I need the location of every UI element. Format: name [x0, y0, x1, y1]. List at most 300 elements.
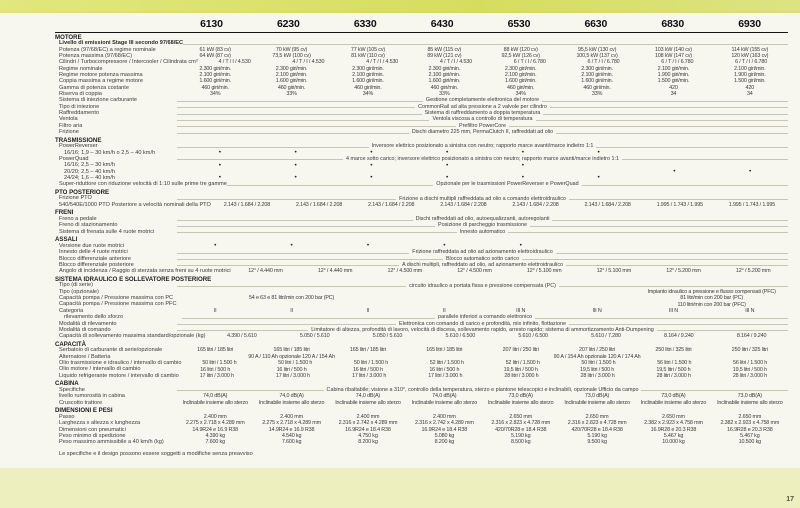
availability-dot: •	[218, 161, 221, 169]
spec-value: 2.650 mm	[738, 413, 762, 420]
spec-value: 2.316 x 2.823 x 4.728 mm	[567, 420, 627, 427]
row-label: ASSALI	[55, 236, 78, 244]
spec-value: Inclinabile insieme allo sterzo	[564, 399, 630, 406]
spec-value: 28 litri / 3.000 h	[732, 372, 767, 379]
spec-value: Inclinabile insieme allo sterzo	[258, 399, 325, 406]
model-column-header: 6830	[661, 18, 684, 30]
spec-value: 34%	[362, 91, 374, 98]
availability-dot: •	[294, 149, 297, 157]
row-label: TRASMISSIONE	[55, 136, 102, 144]
spanning-value: Dischi raffreddati ad olio, autoequalizzanti, autoregolanti	[415, 216, 550, 223]
row-label: Sistema di frenata sulle 4 ruote motrici	[59, 228, 155, 235]
row-values	[177, 157, 788, 162]
spec-value: 1.995 / 1.743 / 1.995	[728, 201, 776, 208]
spec-value: 4.540 kg	[281, 432, 302, 439]
spec-value: Inclinabile insieme allo sterzo	[487, 399, 554, 406]
spec-value: 100,5 kW (137 cv)	[576, 53, 618, 59]
spec-value: 12° / 5.200 mm	[735, 268, 771, 275]
availability-dot: •	[370, 149, 373, 157]
spec-value: 1.500 giri/min.	[734, 78, 766, 85]
spec-value: 74,0 dB(A)	[432, 393, 457, 400]
row-label: Peso minimo di spedizione	[59, 432, 126, 439]
row-values	[231, 269, 788, 274]
spec-value: 6 / T / I / 6.780	[661, 59, 694, 66]
spec-value: 17 litri / 3.000 h	[352, 372, 387, 379]
availability-dot: •	[749, 168, 752, 176]
row-label: Livello di emissioni Stage III secondo 97/68/EC	[59, 40, 184, 47]
spec-row	[55, 440, 788, 446]
spec-value: 6 / T / I / 6.780	[513, 59, 546, 66]
leader-line	[177, 107, 415, 108]
availability-dot: •	[294, 161, 297, 169]
spec-value: Inclinabile insieme allo sterzo	[182, 399, 248, 406]
availability-dot: •	[290, 242, 293, 250]
spec-value: 19,5 litri / 500 h	[579, 366, 615, 373]
spec-value: Inclinabile insieme allo sterzo	[335, 399, 401, 406]
spec-value: 12° / 5.100 mm	[526, 268, 562, 275]
spec-value: 56 litri / 1.500 h	[657, 360, 692, 367]
spec-value: 4.750 kg	[358, 432, 378, 439]
row-values	[177, 73, 788, 78]
spec-row	[55, 373, 788, 379]
spec-value: 1.600 giri/min.	[352, 78, 384, 85]
availability-dot: •	[214, 242, 217, 250]
spec-value: 2.382 x 2.923 x 4.758 mm	[720, 420, 780, 427]
leader-line	[550, 107, 788, 108]
row-values	[177, 368, 788, 373]
spec-value: 12° / 4.500 mm	[457, 268, 492, 275]
spec-row	[55, 302, 788, 308]
row-values	[177, 394, 788, 399]
spec-value: 2.100 giri/min.	[275, 72, 308, 79]
row-label: Frizione PTO	[59, 195, 92, 202]
spec-value: 2.650 mm	[585, 413, 609, 420]
row-label: Angolo di incidenza / Raggio di sterzata senza freni su 4 ruote motrici	[59, 268, 231, 275]
spec-value: 77 kW (105 cv)	[350, 46, 386, 53]
spec-value: 2.100 giri/min.	[428, 72, 461, 79]
model-column-header: 6230	[277, 18, 300, 30]
row-label: Filtro aria	[59, 122, 83, 129]
spec-value: 2.400 mm	[203, 413, 227, 420]
availability-dot: •	[519, 242, 522, 250]
availability-dot: •	[443, 242, 446, 250]
row-values	[205, 334, 788, 339]
spec-value: 19,5 litri / 500 h	[656, 366, 691, 373]
row-values	[177, 388, 788, 393]
row-values	[177, 401, 788, 406]
spec-value: 17 litri / 3.000 h	[199, 372, 234, 379]
spec-value: 16 litri / 500 h	[200, 366, 231, 373]
row-label: Passo	[59, 413, 75, 420]
spec-value: 2.300 giri/min.	[581, 65, 613, 72]
spec-value: 52 litri / 1.500 h	[429, 360, 464, 367]
row-values	[177, 230, 788, 235]
spec-value: 4 / T / I / 4.530	[292, 59, 325, 66]
row-label: SISTEMA IDRAULICO E SOLLEVATORE POSTERIORE	[55, 275, 212, 283]
spec-value: 73,0 dB(A)	[661, 393, 686, 400]
row-label: Coppia massima a regime motore	[59, 78, 143, 85]
leader-line	[596, 147, 788, 148]
row-values	[183, 44, 788, 45]
spec-row	[55, 223, 788, 229]
row-label: Peso massimo ammissibile a 40 km/h (kg)	[59, 439, 164, 446]
row-label: Tipo di iniezione	[59, 103, 100, 110]
spec-row	[55, 250, 788, 256]
spanning-value: Frizione raffreddata ad olio ad azionamento elettroidraulico	[412, 249, 553, 256]
spec-value: 165 litri / 185 litri	[273, 347, 310, 354]
spec-value: 2.300 giri/min.	[428, 65, 461, 72]
leader-line	[542, 101, 788, 102]
leader-line	[177, 133, 409, 134]
leader-line	[552, 220, 788, 221]
spec-value: II	[213, 307, 217, 314]
leader-line	[177, 159, 343, 160]
spec-value: 5.050 / 5.610	[299, 333, 330, 340]
spec-row	[55, 182, 788, 188]
spec-value: 2.143 / 1.684 / 2.208	[440, 201, 487, 208]
row-label: 24/24; 1,6 – 40 km/h	[64, 174, 115, 181]
row-label: MOTORE	[55, 33, 82, 41]
row-label: Liquido refrigerante motore / intervallo di cambio	[59, 372, 179, 379]
leader-line	[177, 147, 369, 148]
leader-line	[543, 114, 788, 115]
leader-line	[559, 286, 788, 287]
spec-value: 28 litri / 3.000 h	[504, 372, 539, 379]
row-values	[177, 98, 788, 103]
row-label: Capacità pompa / Pressione massima con PFC	[59, 301, 177, 308]
row-label: PowerReverser	[59, 143, 98, 150]
leader-line	[177, 220, 413, 221]
row-label: FRENI	[55, 209, 74, 217]
spec-value: 4.390 kg	[205, 432, 225, 439]
spanning-value: Elettronica con comando di carico e profondità, mix infinito, flottazione	[399, 320, 566, 327]
spec-value: III N	[745, 307, 755, 314]
row-values	[198, 60, 788, 65]
leader-line	[177, 265, 399, 266]
spec-value: 2.400 mm	[356, 413, 380, 420]
spec-value: 2.650 mm	[509, 413, 533, 420]
spec-value: 81 kW (110 cv)	[351, 53, 385, 59]
split-value-left: 54 e 63 e 81 litri/min con 200 bar (PC)	[248, 295, 335, 302]
row-label: Regime motore potenza massima	[59, 71, 143, 78]
spec-value: 8.200 kg	[434, 439, 455, 446]
spanning-value: Innesto automatico	[459, 228, 506, 235]
spec-value: 8.164 / 9.240	[664, 333, 694, 340]
spanning-value: circuito idraulico a portata fissa e pressione compensata (PC)	[409, 282, 556, 289]
spec-value: 88 kW (120 cv)	[503, 46, 538, 53]
leader-line	[508, 232, 788, 233]
availability-dot: •	[366, 242, 369, 250]
row-label: 540/540E/1000 PTO Posteriore a velocità nominali della PTO	[59, 201, 211, 208]
leader-line	[177, 114, 422, 115]
row-label: Larghezza x altezza x lunghezza	[59, 420, 141, 427]
spec-value: 12° / 5.100 mm	[596, 268, 632, 275]
leader-line	[177, 226, 435, 227]
split-value-right: Impianto idraulico a pressione e flusso compensati (PFC)	[647, 288, 776, 295]
row-label: Modalità di rilevamento	[59, 320, 117, 327]
spec-value: 73,0 dB(A)	[508, 393, 533, 400]
spec-value: 460 giri/min.	[277, 84, 306, 91]
row-label: Categoria	[59, 307, 84, 314]
spec-value: 34%	[515, 91, 526, 98]
spec-value: 2.100 giri/min.	[657, 65, 690, 72]
leader-line	[556, 133, 788, 134]
spec-value: 52 litri / 1.500 h	[505, 360, 540, 367]
spec-row	[55, 202, 788, 208]
spec-value: 28 litri / 3.000 h	[656, 372, 691, 379]
spec-value: 16 litri / 500 h	[276, 366, 307, 373]
spec-value: 2.100 giri/min.	[581, 72, 613, 79]
row-label: Cruscotto trattore	[59, 399, 103, 406]
spec-value: 95,5 kW (130 cv)	[577, 46, 617, 53]
spec-value: 10.500 kg	[738, 439, 761, 446]
spec-value: 1.600 giri/min.	[275, 78, 308, 85]
row-values	[177, 296, 788, 301]
model-column-header: 6530	[507, 18, 531, 30]
model-column-header: 6430	[430, 18, 454, 30]
spec-value: 2.275 x 2.718 x 4.289 mm	[262, 420, 321, 427]
spec-value: 2.300 giri/min.	[504, 65, 537, 72]
availability-dot: •	[370, 174, 373, 182]
spec-row	[55, 348, 788, 354]
spec-value: 165 litri / 185 litri	[426, 347, 463, 354]
spec-value: 165 litri / 185 litri	[197, 347, 234, 354]
row-label: Olio trasmissione e idraulico / intervallo di cambio	[59, 360, 182, 367]
row-label: Gamma di potenza costante	[59, 84, 129, 91]
leader-line	[530, 226, 788, 227]
spec-value: 1.600 giri/min.	[581, 78, 613, 85]
availability-dot: •	[521, 149, 524, 157]
spec-value: 16.9R24 e 18.4 R38	[345, 426, 391, 433]
leader-line	[569, 324, 788, 325]
spanning-value: Ventola viscosa a controllo di temperatura	[432, 116, 533, 123]
spanning-value: parallele inferiori a comando elettronico	[437, 314, 533, 321]
spanning-value: Opzionale per le trasmissioni PowerReverser e PowerQuad	[436, 181, 579, 188]
spanning-value: Gestione completamente elettronica del motore	[425, 97, 540, 104]
leader-line	[177, 330, 308, 331]
spec-row	[55, 79, 788, 85]
row-label: Cilindri / Turbocompressore / Intercooler / Cilindrata cm³	[59, 59, 198, 66]
row-label: Serbatoio di carburante di serie/opzionale	[59, 347, 163, 354]
spec-value: 207 litri / 250 litri	[579, 347, 616, 354]
row-values	[177, 67, 788, 72]
leader-line	[622, 159, 788, 160]
spec-value: 460 giri/min.	[430, 84, 459, 91]
spec-value: 74,0 dB(A)	[355, 393, 381, 400]
spec-value: 4.390 / 5.610	[227, 333, 257, 340]
row-label: Alternatore / Batteria	[59, 353, 111, 360]
spanning-value: CommonRail ad alta pressione a 2 valvole per cilindro	[418, 103, 547, 110]
spec-value: 1.500 giri/min.	[657, 78, 690, 85]
leader-line	[522, 259, 788, 260]
row-values	[177, 355, 788, 360]
spec-value: 34%	[210, 91, 221, 98]
spec-row	[55, 229, 788, 235]
row-label: PowerQuad	[59, 155, 89, 162]
spec-value: III N	[516, 307, 526, 314]
spec-value: 460 giri/min.	[201, 84, 229, 91]
spec-value: 420	[669, 84, 678, 91]
row-label: DIMENSIONI E PESI	[55, 407, 113, 415]
row-label: Tipo (opzionale)	[59, 288, 99, 295]
spanning-value: Cabina ribaltabile; visione a 310°, controllo della temperatura, sterzo e piantone telescopici e inclinabili, opzionale Ufficio da campo	[326, 387, 639, 394]
model-column-header: 6930	[738, 18, 761, 30]
spec-value: 420/70R28 e 18.4 R38	[495, 426, 547, 433]
row-label: Versione due ruote motrici	[59, 242, 124, 249]
spec-value: 7.600 kg	[205, 439, 225, 446]
row-values	[177, 130, 788, 135]
row-label: 16/16; 1,9 – 30 km/h o 2,5 – 40 km/h	[64, 149, 156, 156]
spec-row	[55, 269, 788, 275]
spec-value: 33%	[439, 91, 450, 98]
spec-row	[55, 111, 788, 117]
spanning-value: Frizione a dischi multipli raffreddata ad olio a comando elettroidraulico	[399, 195, 566, 202]
row-label: Modalità di comando	[59, 326, 111, 333]
spec-value: 70 kW (95 cv)	[275, 46, 308, 53]
spec-value: 7.600 kg	[281, 439, 302, 446]
row-label: Sistema di iniezione carburante	[59, 97, 138, 104]
split-value-right: 90 A / 154 Ah opzionale 120 A / 174 Ah	[553, 353, 641, 360]
spec-value: 50 litri / 1.500 h	[353, 360, 389, 367]
spec-row	[55, 217, 788, 223]
row-values	[177, 86, 788, 91]
spec-value: 250 litri / 325 litri	[655, 347, 692, 354]
spec-value: II	[442, 307, 446, 314]
row-values	[177, 434, 788, 439]
spec-value: 165 litri / 185 litri	[349, 347, 386, 354]
spec-value: 33%	[286, 91, 297, 98]
row-label: Capacità pompa / Pressione massima con PC	[59, 295, 174, 302]
row-label: Frizione	[59, 129, 79, 136]
availability-dot: •	[370, 161, 373, 169]
availability-dot: •	[446, 174, 449, 182]
spec-value: 4 / T / I / 4.530	[218, 59, 251, 66]
spec-value: 6 / T / I / 6.780	[587, 59, 620, 66]
row-values	[182, 315, 788, 320]
spec-table	[55, 35, 788, 447]
spec-row	[55, 117, 788, 123]
row-label: Potenza massima (97/68/EC)	[59, 52, 133, 59]
spec-value: 61 kW (83 cv)	[199, 46, 231, 53]
availability-dot: •	[521, 174, 524, 182]
spec-value: 12° / 4.440 mm	[248, 268, 283, 275]
spec-value: 89 kW (121 cv)	[427, 53, 462, 59]
scan-top-band	[0, 0, 800, 13]
spec-value: 14.9R24 e 16.9 R38	[192, 426, 238, 433]
spec-value: 2.100 giri/min.	[199, 72, 231, 79]
spec-value: 5.467 kg	[663, 432, 684, 439]
spec-row	[55, 104, 788, 110]
spec-value: 2.650 mm	[662, 413, 685, 420]
spec-value: 2.143 / 1.684 / 2.208	[512, 201, 559, 208]
spec-value: 420/70R28 e 18.4 R38	[571, 426, 623, 433]
leader-line	[657, 330, 788, 331]
row-label: Blocco differenziale anteriore	[59, 255, 132, 262]
spec-value: 5.080 kg	[434, 432, 455, 439]
row-label: CAPACITÀ	[55, 340, 87, 348]
spec-value: 1.600 giri/min.	[199, 78, 231, 85]
row-label: Specifiche	[59, 386, 85, 393]
spec-value: 250 litri / 325 litri	[731, 347, 768, 354]
leader-line	[177, 126, 456, 127]
spec-value: 2.300 giri/min.	[275, 65, 308, 72]
spec-value: III N	[668, 307, 678, 314]
spec-value: 2.316 x 2.742 x 4.289 mm	[338, 420, 398, 427]
row-label: Potenza (97/68/EC) a regime nominale	[59, 46, 156, 53]
spec-value: 1.995 / 1.743 / 1.995	[656, 201, 703, 208]
spec-value: 8.164 / 9.240	[736, 333, 767, 340]
row-values	[177, 328, 788, 333]
row-label: 20/20; 2,5 – 40 km/h	[64, 168, 115, 175]
spanning-value: Inversore elettrico posizionato a sinistra con neutro; rapporto marce avanti/marce indietro 1:1	[371, 143, 594, 150]
spec-value: 74,0 dB(A)	[279, 393, 304, 400]
spec-value: 50 litri / 1.500 h	[581, 360, 616, 367]
spec-value: 2.100 giri/min.	[504, 72, 537, 79]
spec-row	[55, 130, 788, 136]
spec-value: 14.9R24 e 16.9 R38	[268, 426, 315, 433]
spec-value: 85 kW (115 cv)	[427, 46, 462, 53]
spec-value: 5.467 kg	[740, 432, 760, 439]
spec-value: 56 litri / 1.500 h	[733, 360, 768, 367]
spanning-value: Limitatore di altezza, profondità di lavoro, velocità di discesa, sollevamento rapido, arresto rapido; sistema di ammortizzamento Anti-Dumpening	[311, 326, 654, 333]
brochure-page	[0, 13, 800, 468]
spec-row	[55, 85, 788, 91]
spanning-value: Dischi diametro 225 mm, PermaClutch II, raffreddati ad olio	[411, 129, 554, 136]
spec-value: Inclinabile insieme allo sterzo	[640, 399, 707, 406]
spanning-value: 4 marce sotto carico; inversore elettrico posizionato a sinistra con neutro; rapporto marce avanti/marce indietro 1:1	[346, 156, 619, 162]
spec-value: 74,0 dB(A)	[203, 393, 228, 400]
spec-value: 64 kW (87 cv)	[199, 53, 231, 59]
spec-value: 2.400 mm	[280, 413, 303, 420]
footer-note: Le specifiche e il design possono essere soggetti a modifiche senza preavviso	[59, 451, 253, 458]
spec-value: 5.190 kg	[587, 432, 607, 439]
leader-line	[177, 259, 443, 260]
spec-value: 73,0 dB(A)	[584, 393, 610, 400]
spanning-value: Prefiltro PowerCore	[458, 122, 507, 129]
availability-dot: •	[521, 161, 524, 169]
spec-value: 1.600 giri/min.	[428, 78, 461, 85]
availability-dot: •	[446, 149, 449, 157]
row-values	[177, 54, 788, 59]
spec-value: Inclinabile insieme allo sterzo	[411, 399, 478, 406]
spec-value: 2.300 giri/min.	[199, 65, 231, 72]
spec-value: 12° / 5.200 mm	[666, 268, 701, 275]
spec-value: 10.000 kg	[662, 439, 685, 446]
spec-value: 114 kW (155 cv)	[731, 46, 769, 53]
leader-line	[177, 120, 429, 121]
leader-line	[177, 390, 324, 391]
spec-value: 17 litri / 3.000 h	[275, 372, 311, 379]
row-values	[227, 182, 788, 187]
spec-value: 16 litri / 500 h	[352, 366, 383, 373]
spec-value: 34	[746, 91, 753, 98]
row-label: Riserva di coppia	[59, 90, 102, 97]
availability-dot: •	[673, 168, 676, 176]
row-label: Capacità di sollevamento massima standard/opzionale (kg)	[59, 333, 206, 340]
availability-dot: •	[446, 161, 449, 169]
spec-value: 2.275 x 2.718 x 4.289 mm	[185, 420, 245, 427]
row-values	[177, 303, 788, 308]
spec-value: 5.190 kg	[510, 432, 531, 439]
model-header-grid	[173, 18, 788, 30]
spec-value: 103 kW (140 cv)	[654, 46, 692, 53]
spec-value: 5.610 / 7.280	[591, 333, 621, 340]
scan-bottom-band	[0, 468, 800, 508]
availability-dot: •	[597, 174, 600, 182]
row-label: Regime nominale	[59, 65, 103, 72]
spec-value: 92,5 kW (126 cv)	[501, 53, 540, 59]
row-label: CABINA	[55, 380, 79, 388]
